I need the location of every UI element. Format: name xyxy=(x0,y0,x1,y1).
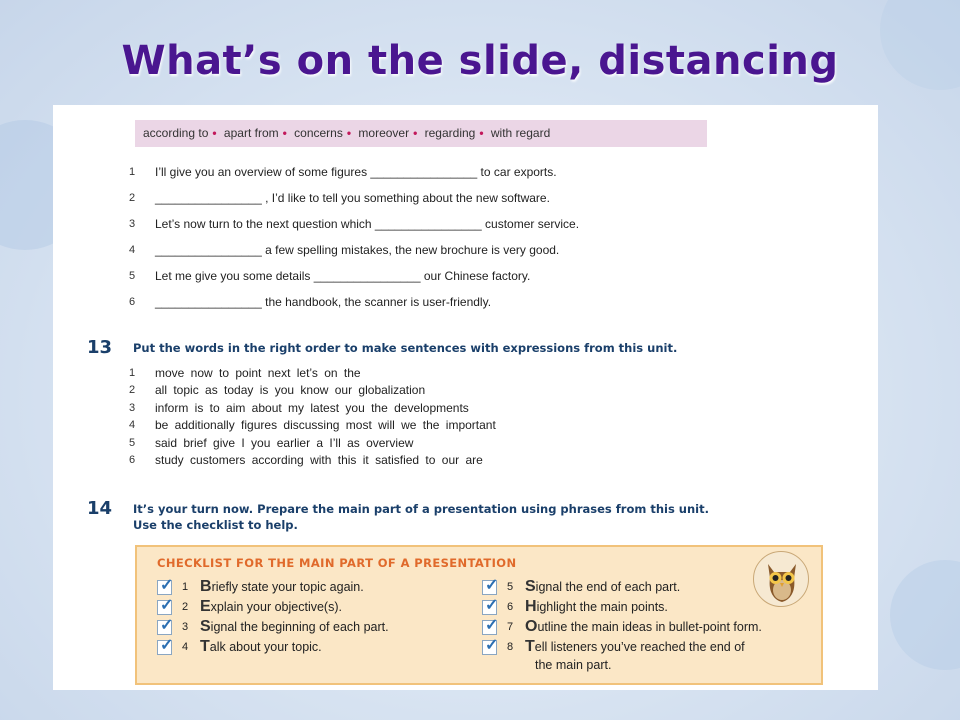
initial-letter: B xyxy=(200,578,212,595)
list-item xyxy=(129,364,729,382)
instruction-line: It’s your turn now. Prepare the main part of a presentation using phrases from this unit. xyxy=(133,502,709,516)
checkbox[interactable] xyxy=(157,577,174,595)
checklist-item xyxy=(157,578,477,598)
bullet-dot-icon: • xyxy=(479,126,484,140)
checklist-item xyxy=(482,638,822,658)
item-text: ________________ the handbook, the scanner is user-friendly. xyxy=(155,295,492,309)
checkmark-icon: ✓ xyxy=(485,577,499,594)
item-number: 5 xyxy=(129,270,136,282)
list-item xyxy=(129,382,729,400)
exercise-12-list xyxy=(129,159,729,315)
item-number: 3 xyxy=(182,621,189,633)
list-item xyxy=(129,399,729,417)
item-text: ignal the beginning of each part. xyxy=(210,620,389,634)
word-box xyxy=(135,120,707,147)
checklist-item-continuation: the main part. xyxy=(535,658,612,672)
item-text: Let’s now turn to the next question which ________________ customer service. xyxy=(155,217,580,231)
checklist-right-column xyxy=(482,578,822,678)
item-number: 6 xyxy=(129,454,136,467)
initial-letter: T xyxy=(525,638,535,655)
item-number: 4 xyxy=(129,419,136,432)
list-item xyxy=(129,289,729,315)
checkbox[interactable] xyxy=(482,597,499,615)
checklist-item xyxy=(157,638,477,658)
list-item xyxy=(129,452,729,470)
list-item xyxy=(129,211,729,237)
item-text: ________________ , I’d like to tell you something about the new software. xyxy=(155,191,550,205)
initial-letter: O xyxy=(525,618,538,635)
item-number: 2 xyxy=(129,384,136,397)
exercise-13-number: 13 xyxy=(87,337,113,358)
list-item xyxy=(129,263,729,289)
item-number: 4 xyxy=(182,641,189,653)
word-box-item: according to xyxy=(143,126,209,140)
word-box-item: concerns xyxy=(294,126,343,140)
item-text: I’ll give you an overview of some figures ________________ to car exports. xyxy=(155,165,557,179)
list-item xyxy=(129,237,729,263)
exercise-14-number: 14 xyxy=(87,498,113,519)
checklist-item xyxy=(482,578,822,598)
item-text: utline the main ideas in bullet-point form. xyxy=(537,620,762,634)
item-number: 5 xyxy=(129,436,136,449)
checkbox[interactable] xyxy=(157,597,174,615)
word-box-item: apart from xyxy=(223,126,279,140)
checklist-item xyxy=(157,618,477,638)
item-number: 7 xyxy=(507,621,514,633)
item-number: 4 xyxy=(129,244,136,256)
checkbox[interactable] xyxy=(157,637,174,655)
item-number: 1 xyxy=(129,366,136,379)
item-text: alk about your topic. xyxy=(209,640,322,654)
slide-title: What’s on the slide, distancing xyxy=(121,38,839,84)
checklist-title: CHECKLIST FOR THE MAIN PART OF A PRESENTATION xyxy=(157,556,517,570)
checklist-left-column xyxy=(157,578,477,658)
item-number: 6 xyxy=(129,296,136,308)
item-text: study customers according with this it satisfied to our are xyxy=(155,453,483,468)
checklist-item xyxy=(482,598,822,618)
list-item xyxy=(129,185,729,211)
bullet-dot-icon: • xyxy=(212,126,217,140)
exercise-14-instruction xyxy=(133,501,709,533)
item-text: be additionally figures discussing most will we the important xyxy=(155,418,496,433)
item-text: ________________ a few spelling mistakes, the new brochure is very good. xyxy=(155,243,560,257)
checkmark-icon: ✓ xyxy=(160,597,174,614)
exercise-13-list xyxy=(129,364,729,469)
checklist-box xyxy=(135,545,823,685)
checklist-item xyxy=(157,598,477,618)
item-text: xplain your objective(s). xyxy=(210,600,342,614)
exercise-13-instruction: Put the words in the right order to make sentences with expressions from this unit. xyxy=(133,341,678,355)
word-box-item: with regard xyxy=(490,126,551,140)
bullet-dot-icon: • xyxy=(282,126,287,140)
checkmark-icon: ✓ xyxy=(160,637,174,654)
checkmark-icon: ✓ xyxy=(160,617,174,634)
item-number: 1 xyxy=(129,166,136,178)
item-text: all topic as today is you know our globalization xyxy=(155,383,426,398)
item-number: 2 xyxy=(129,192,136,204)
item-text: ell listeners you’ve reached the end of xyxy=(534,640,745,654)
list-item xyxy=(129,417,729,435)
list-item xyxy=(129,434,729,452)
item-text: inform is to aim about my latest you the developments xyxy=(155,400,469,415)
checkmark-icon: ✓ xyxy=(485,597,499,614)
word-box-item: regarding xyxy=(424,126,476,140)
item-number: 8 xyxy=(507,641,514,653)
checkmark-icon: ✓ xyxy=(485,617,499,634)
workbook-page xyxy=(53,105,878,690)
instruction-line: Use the checklist to help. xyxy=(133,518,298,532)
checklist-item xyxy=(482,618,822,638)
item-number: 6 xyxy=(507,601,514,613)
bullet-dot-icon: • xyxy=(413,126,418,140)
checkbox[interactable] xyxy=(482,637,499,655)
checkmark-icon: ✓ xyxy=(160,577,174,594)
item-number: 1 xyxy=(182,581,189,593)
item-text: said brief give I you earlier a I’ll as overview xyxy=(155,435,414,450)
checkbox[interactable] xyxy=(482,617,499,635)
initial-letter: E xyxy=(200,598,211,615)
checkmark-icon: ✓ xyxy=(485,637,499,654)
item-text: Let me give you some details ________________ our Chinese factory. xyxy=(155,269,531,283)
initial-letter: T xyxy=(200,638,210,655)
item-number: 3 xyxy=(129,218,136,230)
item-text: riefly state your topic again. xyxy=(211,580,364,594)
bullet-dot-icon: • xyxy=(346,126,352,140)
item-text: move now to point next let’s on the xyxy=(155,365,361,380)
background-bubble xyxy=(890,560,960,670)
item-number: 5 xyxy=(507,581,514,593)
checkbox[interactable] xyxy=(157,617,174,635)
item-number: 2 xyxy=(182,601,189,613)
initial-letter: S xyxy=(525,578,536,595)
item-text: ignal the end of each part. xyxy=(535,580,681,594)
list-item xyxy=(129,159,729,185)
item-text: ighlight the main points. xyxy=(536,600,668,614)
initial-letter: S xyxy=(200,618,211,635)
word-box-item: moreover xyxy=(358,126,410,140)
checkbox[interactable] xyxy=(482,577,499,595)
initial-letter: H xyxy=(525,598,537,615)
item-number: 3 xyxy=(129,401,136,414)
